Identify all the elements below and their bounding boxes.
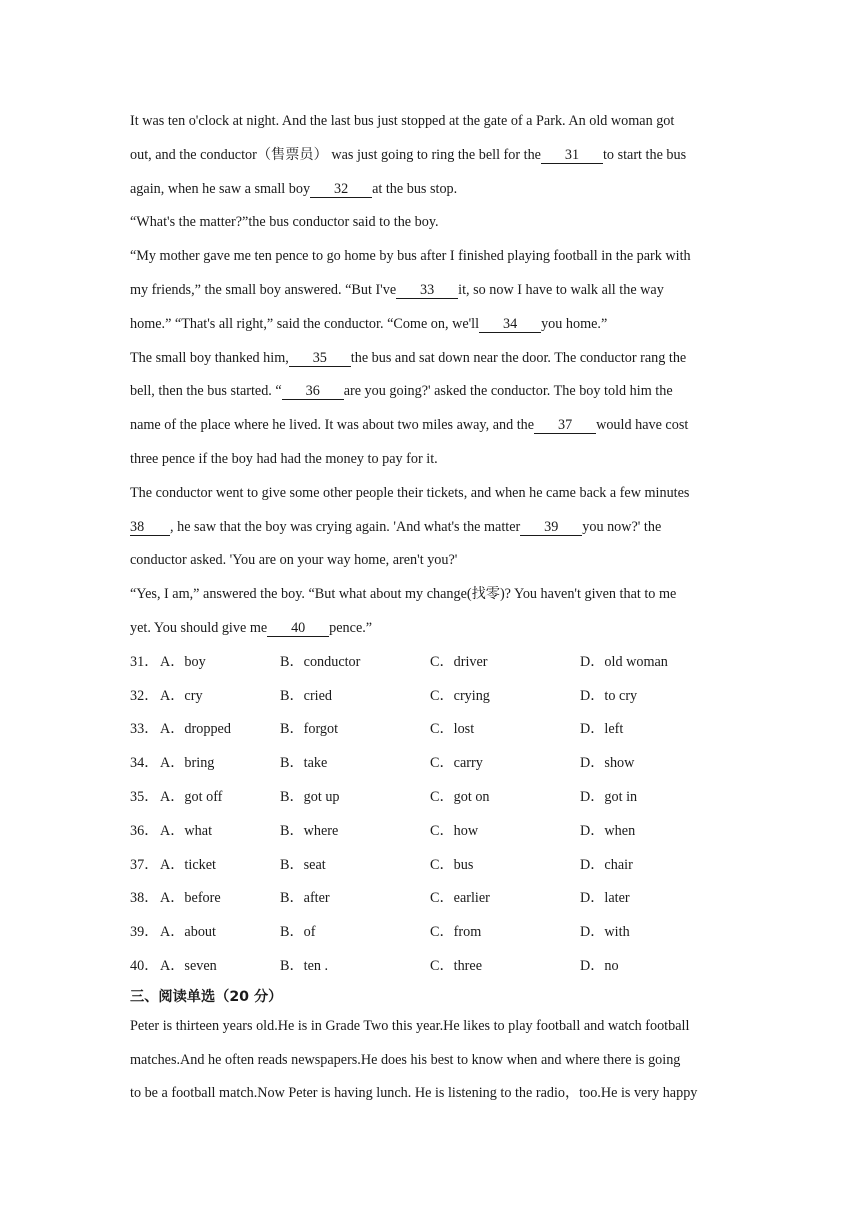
- passage-line: [130, 477, 732, 511]
- passage-line: [130, 578, 732, 612]
- question-number: 34．: [130, 755, 159, 772]
- passage-text: home.” “That's all right,” said the conductor. “Come on, we'll: [130, 315, 480, 332]
- passage-text: would have cost: [596, 417, 689, 434]
- option-d: D．old woman: [580, 653, 668, 670]
- passage-text: The small boy thanked him,: [130, 349, 289, 366]
- passage-text: name of the place where he lived. It was about two miles away, and the: [130, 417, 535, 434]
- passage-line: [130, 544, 732, 578]
- option-d: D．left: [580, 721, 624, 738]
- option-d: D．with: [580, 924, 630, 941]
- passage-text: it, so now I have to walk all the way: [458, 281, 664, 298]
- passage-line: [130, 308, 732, 342]
- question-number: 33．: [130, 721, 159, 738]
- option-d: D．no: [580, 957, 619, 974]
- option-b: B．conductor: [280, 653, 361, 670]
- passage-text: It was ten o'clock at night. And the last bus just stopped at the gate of a Park. An old woman got: [130, 113, 675, 129]
- passage-line: [130, 342, 732, 376]
- passage-text: you now?' the: [582, 518, 662, 535]
- question-number: 32．: [130, 687, 159, 704]
- option-a: A．cry: [160, 687, 203, 704]
- blank-40: 40: [267, 620, 329, 637]
- question-number: 37．: [130, 856, 159, 873]
- passage-text: bell, then the bus started. “: [130, 383, 282, 400]
- passage-line: [130, 206, 732, 240]
- blank-33: 33: [396, 282, 458, 299]
- option-d: D．when: [580, 822, 636, 839]
- question-number: 35．: [130, 788, 159, 805]
- blank-36: 36: [282, 383, 344, 400]
- option-b: B．after: [280, 890, 330, 907]
- option-a: A．got off: [160, 788, 223, 805]
- option-a: A．dropped: [160, 721, 231, 738]
- blank-37: 37: [534, 417, 596, 434]
- option-b: B．ten .: [280, 957, 329, 974]
- option-a: A．seven: [160, 957, 217, 974]
- question-row: [130, 680, 732, 714]
- option-c: C．crying: [430, 687, 490, 704]
- option-b: B．seat: [280, 856, 326, 873]
- option-d: D．show: [580, 755, 635, 772]
- option-a: A．what: [160, 822, 213, 839]
- question-row: [130, 882, 732, 916]
- option-b: B．take: [280, 755, 328, 772]
- passage-text: conductor asked. 'You are on your way home, aren't you?': [130, 552, 458, 569]
- option-b: B．where: [280, 822, 339, 839]
- blank-31: 31: [541, 147, 603, 164]
- blank-39: 39: [520, 519, 582, 536]
- question-row: [130, 950, 732, 984]
- passage-text: out, and the conductor（售票员） was just going to ring the bell for the: [130, 146, 541, 163]
- option-c: C．driver: [430, 653, 488, 670]
- option-c: C．how: [430, 822, 479, 839]
- question-number: 31．: [130, 653, 159, 670]
- blank-34: 34: [479, 316, 541, 333]
- passage-text: three pence if the boy had had the money to pay for it.: [130, 450, 438, 467]
- passage-line: [130, 139, 732, 173]
- option-c: C．carry: [430, 755, 483, 772]
- question-number: 36．: [130, 822, 159, 839]
- option-c: C．from: [430, 924, 482, 941]
- option-b: B．got up: [280, 788, 340, 805]
- question-row: [130, 747, 732, 781]
- option-c: C．got on: [430, 788, 490, 805]
- option-c: C．three: [430, 957, 483, 974]
- option-a: A．ticket: [160, 856, 216, 873]
- option-a: A．bring: [160, 755, 215, 772]
- passage-text: “My mother gave me ten pence to go home by bus after I finished playing football in the park with: [130, 248, 691, 265]
- question-number: 39．: [130, 924, 159, 941]
- question-row: [130, 646, 732, 680]
- option-a: A．boy: [160, 653, 206, 670]
- option-b: B．forgot: [280, 721, 339, 738]
- passage-text: at the bus stop.: [372, 180, 458, 197]
- question-row: [130, 815, 732, 849]
- blank-38: 38: [130, 519, 170, 536]
- passage-text: the bus and sat down near the door. The conductor rang the: [350, 349, 687, 366]
- option-c: C．bus: [430, 856, 474, 873]
- passage-text: “Yes, I am,” answered the boy. “But what about my change(找零)? You haven't given that to me: [130, 586, 677, 603]
- passage-text: yet. You should give me: [130, 619, 268, 636]
- option-d: D．got in: [580, 788, 638, 805]
- passage-text: The conductor went to give some other people their tickets, and when he came back a few minutes: [130, 484, 690, 501]
- passage-line: [130, 105, 732, 139]
- option-a: A．about: [160, 924, 216, 941]
- reading-text: to be a football match.Now Peter is having lunch. He is listening to the radio，too.He is very happy: [130, 1085, 698, 1102]
- option-c: C．earlier: [430, 890, 490, 907]
- question-number: 40．: [130, 957, 159, 974]
- passage-line: [130, 240, 732, 274]
- passage-line: [130, 409, 732, 443]
- reading-line: [130, 1010, 732, 1044]
- option-d: D．later: [580, 890, 630, 907]
- option-b: B．of: [280, 924, 316, 941]
- question-row: [130, 713, 732, 747]
- question-row: [130, 916, 732, 950]
- reading-text: Peter is thirteen years old.He is in Grade Two this year.He likes to play football and watch football: [130, 1017, 690, 1034]
- passage-line: [130, 274, 732, 308]
- reading-text: matches.And he often reads newspapers.He does his best to know when and where there is going: [130, 1051, 681, 1068]
- option-d: D．chair: [580, 856, 633, 873]
- option-c: C．lost: [430, 721, 475, 738]
- reading-line: [130, 1044, 732, 1078]
- option-d: D．to cry: [580, 687, 638, 704]
- blank-35: 35: [289, 350, 351, 367]
- passage-line: [130, 612, 732, 646]
- passage-text: “What's the matter?”the bus conductor said to the boy.: [130, 214, 439, 231]
- option-b: B．cried: [280, 687, 333, 704]
- section-heading: 三、阅读单选（20 分）: [130, 988, 283, 1005]
- reading-line: [130, 1077, 732, 1111]
- passage-text: are you going?' asked the conductor. The boy told him the: [343, 383, 673, 400]
- blank-32: 32: [310, 181, 372, 198]
- passage-line: [130, 375, 732, 409]
- passage-text: , he saw that the boy was crying again. 'And what's the matter: [170, 518, 521, 535]
- question-number: 38．: [130, 890, 159, 907]
- question-row: [130, 849, 732, 883]
- document-page: [130, 105, 732, 1111]
- passage-line: [130, 173, 732, 207]
- question-list: [130, 646, 732, 984]
- passage-text: to start the bus: [602, 146, 687, 163]
- passage-text: pence.”: [329, 619, 373, 636]
- passage-line: [130, 443, 732, 477]
- passage-text: my friends,” the small boy answered. “But I've: [130, 281, 397, 298]
- passage-text: again, when he saw a small boy: [130, 180, 311, 197]
- passage-text: you home.”: [541, 315, 608, 332]
- option-a: A．before: [160, 890, 221, 907]
- question-row: [130, 781, 732, 815]
- passage-line: [130, 511, 732, 545]
